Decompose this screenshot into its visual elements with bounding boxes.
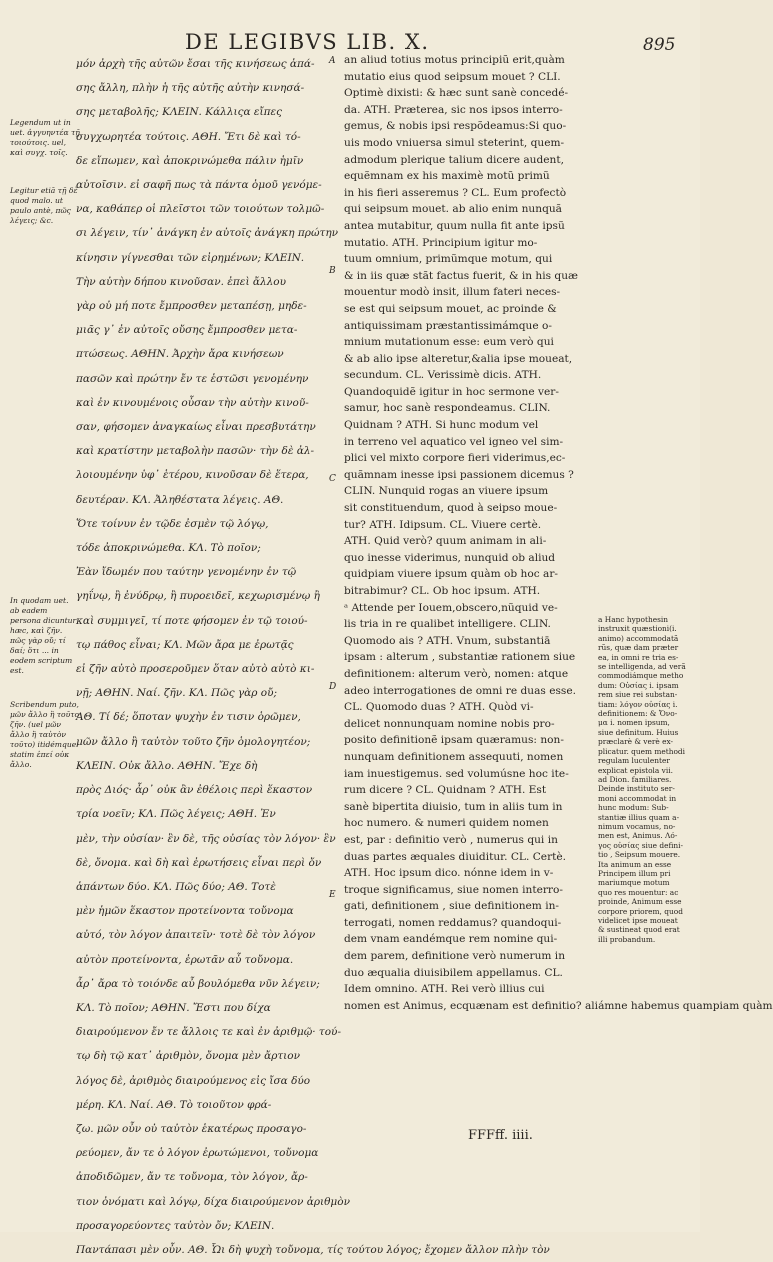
greek-line: συγχωρητέα τούτοις. ΑΘΗ. Ἔτι δὲ καὶ τό- [76, 130, 301, 143]
note-line: moni accommodat in [598, 793, 677, 803]
greek-line: Τὴν αὐτὴν δήπου κινοῦσαν. ἐπεὶ ἄλλου [76, 275, 286, 288]
latin-line: tuum omnium, primũmque motum, qui [344, 253, 553, 266]
left-note: Legendum ut in uet. ἀγγυηντέα τῇ τοιούτοις. uel, καὶ συγχ. τοῖς. [10, 118, 80, 157]
right-margin-note [598, 615, 696, 944]
latin-line: admodum plerique talium dicere audent, [344, 153, 564, 166]
greek-line: γηΐνῳ, ἢ ἐνύδρῳ, ἢ πυροειδεῖ, κεχωρισμένῳ ἢ [76, 590, 320, 603]
latin-line: antea mutabitur, quum nulla fit ante ipsũ [344, 219, 565, 232]
greek-line: προσαγορεύοντες ταὐτὸν ὄν; ΚΛΕΙΝ. [76, 1219, 275, 1232]
greek-line: μόν ἀρχὴ τῆς αὐτῶν ἔσαι τῆς κινήσεως ἁπά- [76, 58, 315, 70]
latin-line: quo inesse viderimus, nunquid ob aliud [344, 551, 556, 564]
latin-line: secundum. CL. Verissimè dicis. ATH. [344, 369, 542, 382]
greek-line: Ὅτε τοίνυν ἐν τῷδε ἐσμὲν τῷ λόγῳ, [76, 517, 269, 530]
latin-line: in terreno vel aquatico vel igneo vel sim- [344, 435, 564, 448]
note-line: siue definitum. Huius [598, 727, 679, 737]
running-head: DE LEGIBVS LIB. X. [185, 30, 430, 54]
latin-line: gati, definitionem , siue definitionem in- [344, 900, 559, 913]
note-line: tiam: λόγον οὐσίας i. [598, 699, 678, 709]
latin-line: uis modo vniuersa simul steterint, quem- [344, 136, 565, 149]
note-line: videlicet ipse moueat [598, 916, 678, 925]
greek-line: μῶν ἄλλο ἢ ταὐτὸν τοῦτο ζῆν ὁμολογητέον; [76, 735, 311, 748]
section-marker: A [329, 56, 336, 66]
greek-line: πασῶν καὶ πρώτην ἔν τε ἑστῶσι γενομένην [76, 372, 309, 385]
note-line: explicat epistola vii. [598, 765, 673, 775]
latin-line: troque significamus, siue nomen interro- [344, 883, 563, 896]
latin-line: definitionem: alterum verò, nomen: atque [344, 667, 569, 680]
greek-line: δὲ, ὄνομα. καὶ δὴ καὶ ἐρωτήσεις εἶναι περὶ ὄν [76, 856, 322, 869]
greek-line: γὰρ οὐ μή ποτε ἔμπροσθεν μεταπέσῃ, μηδε- [76, 300, 307, 313]
note-line: definitionem: & Ὄνο- [598, 709, 678, 719]
note-line: Ita animum an esse [598, 859, 672, 869]
latin-line: Quandoquidẽ igitur in hoc sermone ver- [344, 385, 559, 398]
latin-line: iam inuestigemus. sed volumúsne hoc ite- [344, 767, 569, 780]
note-line: dum: Οὐσίας i. ipsam [598, 680, 679, 690]
latin-line: se est qui seipsum mouet, ac proinde & [344, 302, 557, 315]
greek-line: πτώσεως. ΑΘΗΝ. Ἀρχὴν ἄρα κινήσεων [76, 348, 284, 361]
signature-mark: FFFff. iiii. [468, 1128, 533, 1143]
greek-line: ἆρ᾽ ἄρα τὸ τοιόνδε αὖ βουλόμεθα νῦν λέγειν; [76, 977, 320, 990]
greek-line: διαιρούμενον ἔν τε ἄλλοις τε καὶ ἐν ἀριθμῷ· τού- [76, 1026, 341, 1039]
greek-line: νῇ; ΑΘΗΝ. Ναί. ζῆν. ΚΛ. Πῶς γὰρ οὔ; [76, 687, 278, 700]
latin-line: Optimè dixisti: & hæc sunt sanè concedé- [344, 87, 569, 100]
greek-line: αὐτὸν προτείνοντα, ἐρωτᾶν αὖ τοὔνομα. [76, 953, 294, 966]
latin-line: posito definitionẽ ipsam quæramus: non- [344, 734, 564, 747]
latin-line: duas partes æquales diuiditur. CL. Certè. [344, 850, 567, 863]
note-line: tio , Seipsum mouere. [598, 850, 681, 860]
greek-line: μέρη. ΚΛ. Ναί. ΑΘ. Τὸ τοιοῦτον φρά- [76, 1098, 272, 1111]
note-line: Deinde instituto ser- [598, 784, 675, 794]
latin-line: equẽmnam ex his maximè motũ primũ [344, 170, 550, 183]
latin-line: in his fieri asseremus ? CL. Eum profectò [344, 186, 567, 199]
section-marker: C [329, 474, 336, 484]
note-line: commodiámque metho [598, 671, 684, 681]
note-line: a Hanc hypothesin [598, 615, 668, 624]
left-note: In quodam uet. ab eadem persona dicuntur hæc, καὶ ζῆν. πῶς γὰρ οὔ; τί δαί; ὅτι ... in eodem scriptum est. [10, 596, 77, 675]
latin-line: quidpiam viuere ipsum quàm ob hoc ar- [344, 568, 559, 581]
greek-line: ΚΛΕΙΝ. Οὐκ ἄλλο. ΑΘΗΝ. Ἔχε δὴ [76, 759, 258, 772]
note-line: hunc modum: Sub- [598, 803, 669, 813]
note-line: ad Dion. familiares. [598, 774, 672, 784]
latin-line: delicet nonnunquam nomine nobis pro- [344, 717, 555, 730]
latin-line: duo æqualia diuisibilem appellamus. CL. [344, 966, 563, 979]
note-line: stantiæ illius quam a- [598, 812, 680, 822]
greek-line: σαν, φήσομεν ἀναγκαίως εἶναι πρεσβυτάτην [76, 421, 316, 434]
latin-line: rum dicere ? CL. Quidnam ? ATH. Est [344, 784, 547, 797]
greek-line: καὶ ἐν κινουμένοις οὖσαν τὴν αὐτὴν κινοῦ- [76, 396, 309, 409]
note-line: præclarè & verè ex- [598, 737, 674, 747]
note-line: Principem illum pri [598, 868, 671, 878]
greek-line: κίνησιν γίγνεσθαι τῶν εἰρημένων; ΚΛΕΙΝ. [76, 251, 305, 264]
latin-line: mutatio. ATH. Principium igitur mo- [344, 236, 538, 249]
greek-line: εἰ ζῆν αὐτὸ προσεροῦμεν ὅταν αὐτὸ αὑτὸ κι- [76, 663, 315, 676]
latin-line: ᵃ Attende per Iouem,obscero,nũquid ve- [344, 601, 558, 614]
latin-line: mnium mutationum esse: eum verò qui [344, 336, 554, 349]
greek-line: δευτέραν. ΚΛ. Ἀληθέστατα λέγεις. ΑΘ. [76, 493, 284, 506]
greek-line: τῳ δὴ τῷ κατ᾽ ἀριθμὸν, ὄνομα μὲν ἄρτιον [76, 1050, 300, 1063]
greek-line: δε εἴπωμεν, καὶ ἀποκρινώμεθα πάλιν ἡμῖν [76, 154, 304, 167]
greek-line: να, καθάπερ οἱ πλεῖστοι τῶν τοιούτων τολμῶ- [76, 203, 325, 216]
latin-line: da. ATH. Præterea, sic nos ipsos interro- [344, 103, 563, 116]
greek-line: τιον ὀνόματι καὶ λόγῳ, δίχα διαιρούμενον ἀριθμὸν [76, 1195, 350, 1208]
latin-line: bitrabimur? CL. Ob hoc ipsum. ATH. [344, 585, 541, 597]
greek-line: πρὸς Διός· ἆρ᾽ οὐκ ἂν ἐθέλοις περὶ ἕκαστον [76, 784, 313, 797]
greek-line: λόγος δὲ, ἀριθμὸς διαιρούμενος εἰς ἴσα δύο [76, 1074, 311, 1087]
latin-line: mouentur modò insit, illum fateri neces- [344, 286, 561, 299]
latin-line: adeo interrogationes de omni re duas esse. [344, 684, 576, 697]
note-line: rem siue rei substan- [598, 690, 678, 700]
greek-line: μὲν, τὴν οὐσίαν· ἓν δὲ, τῆς οὐσίας τὸν λόγον· ἓν [76, 832, 336, 845]
latin-line: samur, hoc sanè respondeamus. CLIN. [344, 402, 551, 415]
note-line: γος οὐσίας siue defini- [598, 840, 684, 850]
section-marker: E [329, 890, 336, 900]
greek-line: ἀποδιδῶμεν, ἄν τε τοὔνομα, τὸν λόγον, ἄρ- [76, 1171, 308, 1184]
greek-line: τόδε ἀποκρινώμεθα. ΚΛ. Τὸ ποῖον; [76, 542, 261, 555]
latin-line: Quidnam ? ATH. Si hunc modum vel [344, 419, 539, 432]
greek-line: καὶ κρατίστην μεταβολὴν πασῶν· τὴν δὲ ἀλ- [76, 445, 315, 458]
left-note: Scribendum puto, μῶν ἄλλο ἢ τοῦτο ζῆν. (uel μῶν ἄλλο ἢ ταὐτὸν τοῦτο) itidémque statim ἐπεί οὐκ ἄλλο. [10, 700, 80, 769]
latin-line: CL. Quomodo duas ? ATH. Quòd vi- [344, 701, 534, 714]
latin-line: plici vel mixto corpore fieri viderimus,ec- [344, 452, 566, 465]
note-line: men est, Animus. Λό- [598, 831, 678, 841]
latin-line: qui seipsum mouet. ab alio enim nunquã [344, 203, 562, 216]
note-line: nimum vocamus, no- [598, 821, 676, 831]
greek-line: τρία νοεῖν; ΚΛ. Πῶς λέγεις; ΑΘΗ. Ἐν [76, 808, 276, 821]
greek-line: ἁπάντων δύο. ΚΛ. Πῶς δύο; ΑΘ. Τοτὲ [76, 880, 276, 893]
latin-line: tur? ATH. Idipsum. CL. Viuere certè. [344, 518, 542, 531]
greek-line: αὐτό, τὸν λόγον ἀπαιτεῖν· τοτὲ δὲ τὸν λόγον [76, 929, 316, 942]
greek-line: αὐτοῖσιν. εἰ σαφῆ πως τὰ πάντα ὁμοῦ γενόμε- [76, 179, 322, 192]
note-line: illi probandum. [598, 934, 656, 944]
latin-line: CLIN. Nunquid rogas an viuere ipsum [344, 485, 549, 498]
greek-line: λοιουμένην ὑφ᾽ ἑτέρου, κινοῦσαν δὲ ἕτερα, [76, 469, 309, 482]
latin-line: dem vnam eandémque rem nomine qui- [344, 933, 558, 946]
section-marker: B [329, 266, 336, 276]
latin-line: quãmnam inesse ipsi passionem dicemus ? [344, 468, 574, 481]
greek-line: σης ἄλλη, πλὴν ἡ τῆς αὐτῆς αὐτὴν κινησά- [76, 82, 305, 95]
greek-line: Παντάπασι μὲν οὖν. ΑΘ. Ὧι δὴ ψυχὴ τοὔνομα, τίς τούτου λόγος; ἔχομεν ἄλλον πλὴν τὸν [76, 1243, 550, 1256]
latin-line: gemus, & nobis ipsi respõdeamus:Si quo- [344, 120, 567, 133]
left-note: Legitur etiā τῇ δὲ quod malo. ut paulo antè, πῶς λέγεις; &c. [10, 186, 78, 225]
latin-line: est, par : definitio verò , numerus qui in [344, 833, 558, 846]
greek-line: τῳ πάθος εἶναι; ΚΛ. Μῶν ἄρα με ἐρωτᾷς [76, 638, 294, 651]
latin-line: Quomodo ais ? ATH. Vnum, substantiā [344, 634, 551, 647]
latin-line: Idem omnino. ATH. Rei verò illius cui [344, 983, 545, 996]
latin-line: dem parem, definitione verò numerum in [344, 950, 566, 963]
latin-line: antiquissimam præstantissimámque o- [344, 319, 552, 332]
note-line: animo) accommodatã [598, 633, 679, 643]
note-line: mariumque motum [598, 878, 670, 888]
latin-line: an aliud totius motus principiũ erit,quàm [344, 54, 565, 66]
greek-line: σι λέγειν, τίν᾽ ἀνάγκη ἐν αὐτοῖς ἀνάγκη πρώτην [76, 227, 339, 240]
greek-line: ζω. μῶν οὖν οὐ ταὐτὸν ἑκατέρως προσαγο- [76, 1122, 307, 1135]
latin-line: ipsam : alterum , substantiæ rationem siue [344, 651, 576, 664]
latin-line: hoc numero. & numeri quidem nomen [344, 817, 549, 830]
greek-line: ρεύομεν, ἄν τε ὁ λόγον ἐρωτώμενοι, τοὔνομα [76, 1147, 319, 1160]
latin-line: mutatio eius quod seipsum mouet ? CLI. [344, 70, 561, 83]
note-line: se intelligenda, ad verã [598, 662, 686, 672]
latin-line: & in iis quæ stãt factus fuerit, & in his quæ [344, 269, 578, 282]
greek-line: ΑΘ. Τί δέ; ὅποταν ψυχὴν ἐν τισιν ὁρῶμεν, [76, 711, 301, 724]
latin-line: terrogati, nomen reddamus? quandoqui- [344, 916, 562, 929]
section-marker: D [329, 682, 337, 692]
note-line: quo res mouentur: ac [598, 887, 679, 897]
latin-line: ATH. Quid verò? quum animam in ali- [344, 535, 547, 548]
note-line: plicatur. quem methodi [598, 746, 686, 756]
latin-line: sit constituendum, quod à seipso moue- [344, 502, 558, 515]
note-line: rũs, quæ dam præter [598, 643, 679, 653]
note-line: μα i. nomen ipsum, [598, 718, 670, 728]
greek-line: ΚΛ. Τὸ ποῖον; ΑΘΗΝ. Ἔστι που δίχα [76, 1001, 271, 1014]
latin-line: & ab alio ipse alteretur,&alia ipse moueat, [344, 352, 573, 365]
greek-line: μὲν ἡμῶν ἕκαστον προτείνοντα τοὔνομα [76, 905, 294, 918]
latin-line: sanè bipertita diuisio, tum in aliis tum in [344, 800, 563, 813]
greek-line: Ἐὰν ἴδωμέν που ταύτην γενομένην ἐν τῷ [76, 566, 297, 579]
note-line: corpore priorem, quod [598, 906, 683, 916]
greek-line: καὶ συμμιγεῖ, τί ποτε φήσομεν ἐν τῷ τοιού- [76, 614, 308, 627]
note-line: regulam luculenter [598, 756, 670, 766]
latin-line: ATH. Hoc ipsum dico. nónne idem in v- [344, 867, 554, 880]
note-line: instruxit quæstioni(i. [598, 624, 677, 634]
note-line: ea, in omni re tria es- [598, 652, 679, 662]
page-number: 895 [643, 35, 676, 55]
greek-line: σης μεταβολῆς; ΚΛΕΙΝ. Κάλλιςα εἴπες [76, 106, 283, 119]
latin-line: nunquam definitionem assequuti, nomen [344, 750, 564, 763]
note-line: & sustineat quod erat [598, 925, 680, 935]
latin-line: lis tria in re qualibet intelligere. CLIN. [344, 618, 551, 631]
greek-line: μιᾶς γ᾽ ἐν αὐτοῖς οὔσης ἔμπροσθεν μετα- [76, 324, 298, 337]
note-line: proinde, Animum esse [598, 897, 682, 907]
latin-line: nomen est Animus, ecquænam est definitio? aliámne habemus quampiam quàm [344, 999, 773, 1012]
